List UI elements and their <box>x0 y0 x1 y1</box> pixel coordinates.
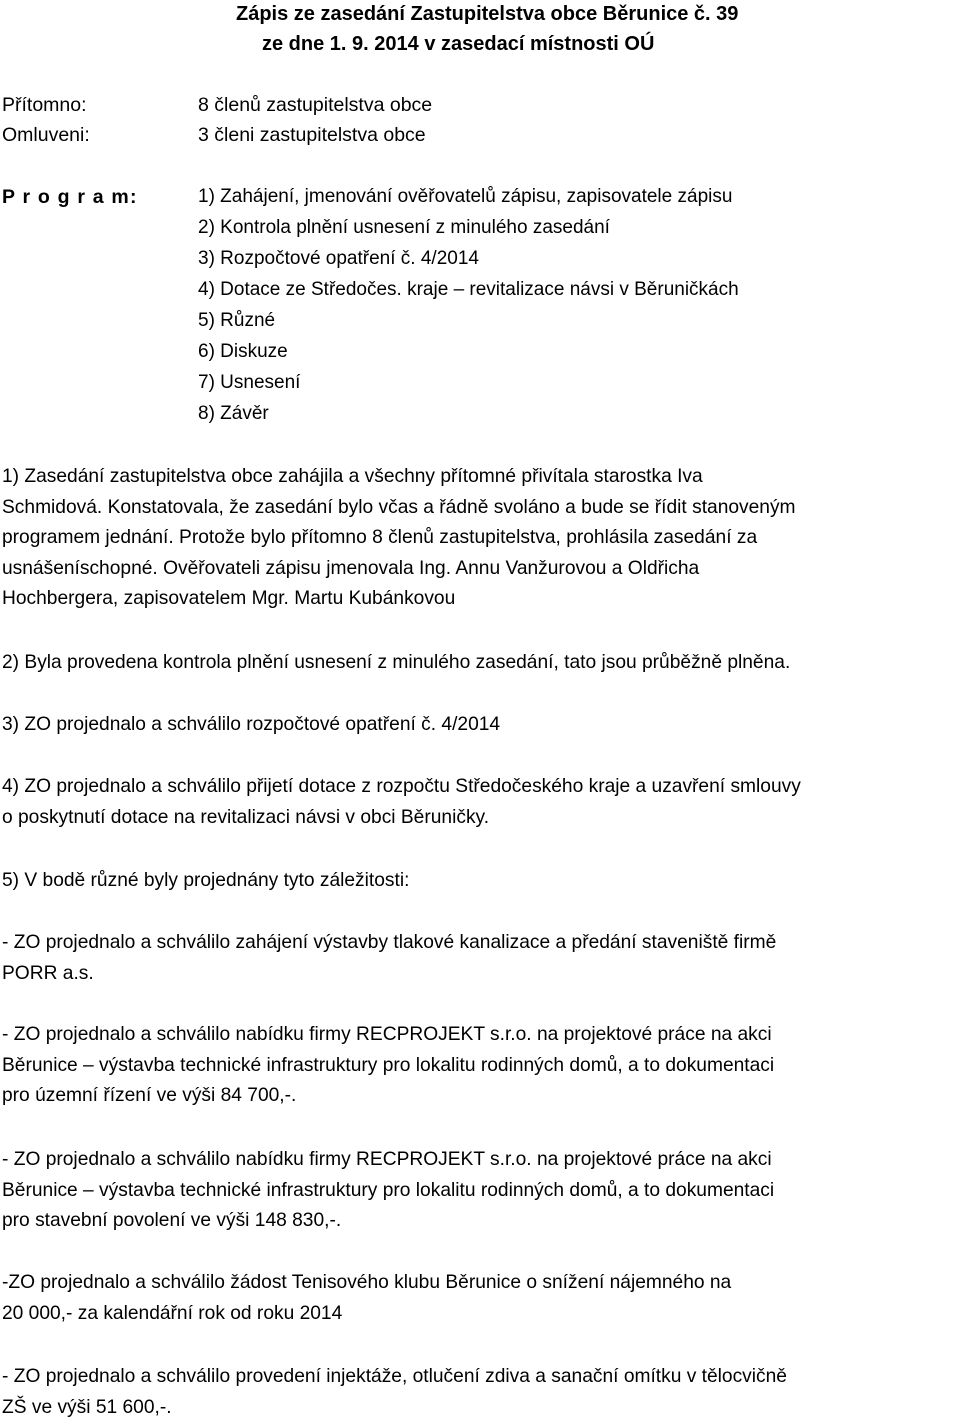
paragraph-line: Schmidová. Konstatovala, že zasedání bylo včas a řádně svoláno a bude se řídit stanoveným <box>2 496 796 518</box>
paragraph-sewer <box>2 928 958 989</box>
paragraph-line: 2) Byla provedena kontrola plnění usnesení z minulého zasedání, tato jsou průběžně plněna. <box>2 652 791 673</box>
document-title-line-2: ze dne 1. 9. 2014 v zasedací místnosti OÚ <box>262 33 655 55</box>
paragraph-resolution-check <box>2 648 958 679</box>
paragraph-line: 5) V bodě různé byly projednány tyto záležitosti: <box>2 870 410 891</box>
paragraph-line: Běrunice – výstavba technické infrastruktury pro lokalitu rodinných domů, a to dokumentaci <box>2 1179 775 1201</box>
present-value: 8 členů zastupitelstva obce <box>198 94 433 116</box>
paragraph-line: - ZO projednalo a schválilo zahájení výstavby tlakové kanalizace a předání staveniště firmě <box>2 932 777 953</box>
paragraph-gym-repair <box>2 1362 958 1423</box>
paragraph-line: 4) ZO projednalo a schválilo přijetí dotace z rozpočtu Středočeského kraje a uzavření smlouvy <box>2 776 801 797</box>
paragraph-line: usnášeníschopné. Ověřovateli zápisu jmenovala Ing. Annu Vanžurovou a Oldřicha <box>2 557 700 579</box>
program-item: 4) Dotace ze Středočes. kraje – revitalizace návsi v Běruničkách <box>198 279 739 300</box>
paragraph-line: - ZO projednalo a schválilo nabídku firmy RECPROJEKT s.r.o. na projektové práce na akci <box>2 1149 772 1170</box>
program-item: 6) Diskuze <box>198 341 288 362</box>
document-title-line-1: Zápis ze zasedání Zastupitelstva obce Běrunice č. 39 <box>236 3 739 25</box>
program-item: 3) Rozpočtové opatření č. 4/2014 <box>198 248 479 269</box>
program-item: 2) Kontrola plnění usnesení z minulého zasedání <box>198 217 610 238</box>
paragraph-line: pro stavební povolení ve výši 148 830,-. <box>2 1210 342 1232</box>
paragraph-tennis-club <box>2 1268 958 1329</box>
paragraph-misc-intro <box>2 866 958 897</box>
program-item: 5) Různé <box>198 310 276 331</box>
paragraph-recprojekt-permit <box>2 1145 958 1237</box>
paragraph-line: 1) Zasedání zastupitelstva obce zahájila a všechny přítomné přivítala starostka Iva <box>2 466 703 487</box>
paragraph-line: -ZO projednalo a schválilo žádost Tenisového klubu Běrunice o snížení nájemného na <box>2 1272 732 1293</box>
paragraph-line: Hochbergera, zapisovatelem Mgr. Martu Kubánkovou <box>2 588 456 610</box>
paragraph-opening <box>2 462 958 615</box>
paragraph-subsidy <box>2 772 958 833</box>
paragraph-line: o poskytnutí dotace na revitalizaci návsi v obci Běruničky. <box>2 806 490 828</box>
paragraph-line: programem jednání. Protože bylo přítomno 8 členů zastupitelstva, prohlásila zasedání za <box>2 527 758 549</box>
paragraph-line: 3) ZO projednalo a schválilo rozpočtové opatření č. 4/2014 <box>2 714 501 735</box>
paragraph-line: - ZO projednalo a schválilo nabídku firmy RECPROJEKT s.r.o. na projektové práce na akci <box>2 1024 772 1045</box>
program-item: 8) Závěr <box>198 403 269 424</box>
paragraph-line: 20 000,- za kalendářní rok od roku 2014 <box>2 1302 343 1324</box>
paragraph-line: PORR a.s. <box>2 962 94 984</box>
excused-label: Omluveni: <box>2 124 90 146</box>
paragraph-line: - ZO projednalo a schválilo provedení injektáže, otlučení zdiva a sanační omítku v tělocvičně <box>2 1366 787 1387</box>
paragraph-recprojekt-zoning <box>2 1020 958 1112</box>
present-label: Přítomno: <box>2 94 87 116</box>
excused-value: 3 členi zastupitelstva obce <box>198 124 426 146</box>
program-item: 1) Zahájení, jmenování ověřovatelů zápisu, zapisovatele zápisu <box>198 186 733 207</box>
program-label: P r o g r a m: <box>2 186 138 208</box>
paragraph-budget-measure <box>2 710 958 741</box>
paragraph-line: Běrunice – výstavba technické infrastruktury pro lokalitu rodinných domů, a to dokumentaci <box>2 1054 775 1076</box>
program-item: 7) Usnesení <box>198 372 301 393</box>
paragraph-line: pro územní řízení ve výši 84 700,-. <box>2 1085 297 1107</box>
paragraph-line: ZŠ ve výši 51 600,-. <box>2 1396 172 1418</box>
